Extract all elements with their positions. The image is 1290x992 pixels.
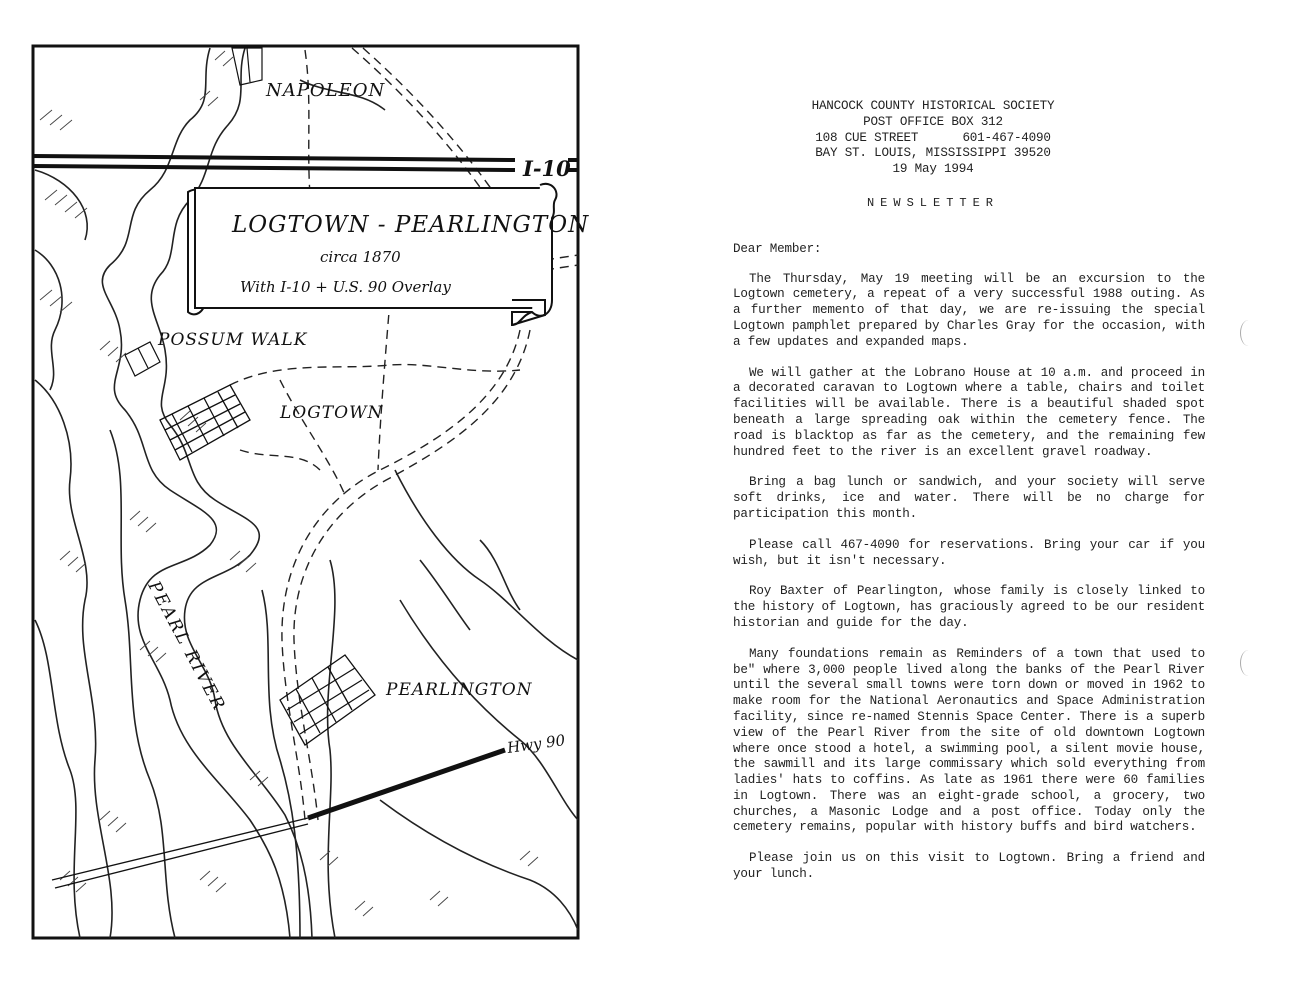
label-pearlington: PEARLINGTON — [386, 680, 533, 700]
city-line: BAY ST. LOUIS, MISSISSIPPI 39520 — [815, 146, 1051, 161]
historical-map — [0, 0, 640, 992]
map-title-line2: circa 1870 — [320, 248, 401, 266]
paragraph: Bring a bag lunch or sandwich, and your society will serve soft drinks, ice and water. There will be no charge for participation this month. — [733, 475, 1205, 521]
phone-number: 601-467-4090 — [962, 130, 1051, 145]
org-name: HANCOCK COUNTY HISTORICAL SOCIETY — [811, 99, 1055, 113]
map-title-line3: With I-10 + U.S. 90 Overlay — [240, 278, 451, 296]
punch-hole-mark — [1240, 320, 1257, 346]
map-title-line1: LOGTOWN - PEARLINGTON — [232, 212, 590, 238]
map-labels — [0, 0, 640, 992]
label-napoleon: NAPOLEON — [266, 80, 386, 101]
label-pearl-river: PEARL RIVER — [143, 577, 230, 716]
paragraph: Please join us on this visit to Logtown. Bring a friend and your lunch. — [733, 851, 1205, 882]
newsletter-page — [733, 96, 1205, 883]
paragraph: Many foundations remain as Reminders of a town that used to be" where 3,000 people lived along the banks of the Pearl River until the several small towns were torn down or moved in 1962 to make room for the National Aeronautics and Space Administration facility, since re-named Stennis Space Center. There is a superb view of the Pearl River from the site of old downtown Logtown where once stood a hotel, a swimming pool, a silent movie house, the sawmill and its large commissary which sold everything from ladies' hats to coffins. As late as 1961 there were 60 families in Logtown. There was an eight-grade school, a grocery, two churches, a Masonic Lodge and a post office. Today only the cemetery remains, popular with history buffs and bird watchers. — [733, 646, 1205, 835]
paragraph: We will gather at the Lobrano House at 10 a.m. and proceed in a decorated caravan to Logtown where a table, chairs and toilet facilities will be available. There is a beautiful shaded spot beneath a large spreading oak within the cemetery fence. The road is blacktop as far as the cemetery, and the remaining few hundred feet to the river is an excellent gravel roadway. — [733, 365, 1205, 459]
label-possum-walk: POSSUM WALK — [158, 330, 308, 350]
punch-hole-mark — [1240, 650, 1257, 676]
paragraph: The Thursday, May 19 meeting will be an excursion to the Logtown cemetery, a repeat of a very successful 1988 outing. As a further memento of that day, we are re-issuing the special Logtown pamphlet prepared by Charles Gray for the occasion, with a few updates and expanded maps. — [733, 271, 1205, 349]
paragraph: Roy Baxter of Pearlington, whose family is closely linked to the history of Logtown, has graciously agreed to be our resident historian and guide for the day. — [733, 584, 1205, 630]
po-box: POST OFFICE BOX 312 — [863, 114, 1003, 129]
label-logtown: LOGTOWN — [280, 403, 384, 423]
letterhead — [753, 99, 1113, 178]
salutation: Dear Member: — [733, 241, 822, 256]
newsletter-title: NEWSLETTER — [866, 195, 999, 210]
street-phone-line — [753, 131, 1113, 147]
label-i10: I-10 — [523, 156, 571, 181]
letter-date: 19 May 1994 — [892, 162, 974, 177]
label-hwy90: Hwy 90 — [506, 731, 567, 757]
paragraph: Please call 467-4090 for reservations. Bring your car if you wish, but it isn't necessary. — [733, 537, 1205, 568]
street-address: 108 CUE STREET — [815, 130, 919, 145]
